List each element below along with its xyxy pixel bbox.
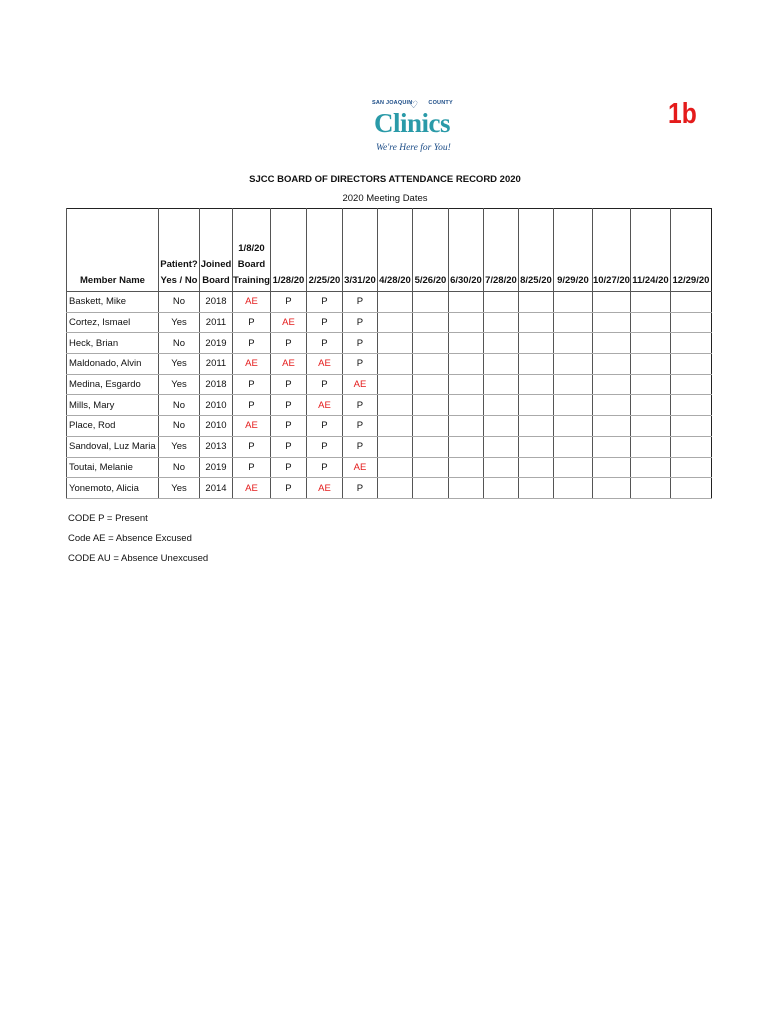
attendance-cell [448,478,483,499]
table-row [67,395,712,416]
member-name-cell: Medina, Esgardo [67,374,159,395]
member-name-cell: Baskett, Mike [67,292,159,313]
attendance-cell [592,416,630,437]
attendance-cell: P [270,374,306,395]
column-header-patient [159,209,200,292]
attendance-cell [553,416,592,437]
attendance-cell: AE [342,457,377,478]
attendance-cell [592,478,630,499]
attendance-cell: P [342,292,377,313]
patient-cell: No [159,395,200,416]
column-header-date: 5/26/20 [412,209,448,292]
document-subtitle: 2020 Meeting Dates [342,193,428,204]
attendance-cell: P [270,478,306,499]
attendance-cell [592,436,630,457]
column-header-date: 7/28/20 [483,209,518,292]
attendance-cell: P [306,416,342,437]
joined-year-cell: 2018 [200,292,233,313]
attendance-cell [592,354,630,375]
logo-top-left: SAN JOAQUIN [372,100,413,106]
joined-header-line2: Board [202,275,230,286]
attendance-cell [377,333,412,354]
joined-year-cell: 2018 [200,374,233,395]
attendance-cell: P [233,333,271,354]
attendance-cell [448,354,483,375]
attendance-cell [518,416,553,437]
attendance-cell [448,292,483,313]
attendance-cell: P [306,312,342,333]
column-header-joined [200,209,233,292]
attendance-cell [518,457,553,478]
attendance-cell: AE [233,354,271,375]
attendance-cell [483,436,518,457]
member-name-cell: Yonemoto, Alicia [67,478,159,499]
table-row [67,333,712,354]
table-row [67,354,712,375]
attendance-cell: AE [233,478,271,499]
attendance-cell [553,436,592,457]
attendance-cell [592,395,630,416]
member-name-cell: Place, Rod [67,416,159,437]
attendance-cell [412,333,448,354]
table-row [67,416,712,437]
attendance-cell: P [342,333,377,354]
column-header-date: 12/29/20 [670,209,711,292]
patient-cell: Yes [159,354,200,375]
table-body [67,292,712,499]
attendance-cell: P [270,436,306,457]
attendance-cell [553,457,592,478]
code-absence-excused: Code AE = Absence Excused [68,533,192,544]
attendance-cell [670,416,711,437]
attendance-cell [553,478,592,499]
attendance-cell [412,374,448,395]
table-header-row [67,209,712,292]
attendance-cell: AE [233,416,271,437]
heart-icon: ♡ [409,100,418,111]
attendance-cell [518,333,553,354]
clinic-logo [366,100,452,160]
attendance-cell [630,312,670,333]
attendance-cell [670,292,711,313]
logo-tagline: We're Here for You! [376,143,451,153]
attendance-cell [483,354,518,375]
attendance-cell [448,457,483,478]
joined-year-cell: 2010 [200,395,233,416]
attendance-cell [412,395,448,416]
joined-header-line1: Joined [200,259,232,270]
attendance-cell [448,374,483,395]
patient-cell: Yes [159,374,200,395]
training-header-line1: 1/8/20 [238,243,265,254]
attendance-cell: P [342,312,377,333]
attendance-cell [483,374,518,395]
column-header-date: 4/28/20 [377,209,412,292]
training-header-line2: Board [237,259,266,270]
attendance-cell [377,374,412,395]
attendance-cell: P [233,312,271,333]
attendance-cell [670,436,711,457]
column-header-member-name [67,209,159,292]
attendance-cell [448,436,483,457]
attendance-cell: P [342,416,377,437]
attendance-cell: P [342,354,377,375]
attendance-cell [670,478,711,499]
attendance-cell [592,292,630,313]
patient-header-line1: Patient? [160,259,198,270]
attendance-cell: P [270,416,306,437]
attendance-cell: P [306,292,342,313]
member-name-header-label: Member Name [80,275,145,286]
attendance-cell [448,312,483,333]
joined-year-cell: 2019 [200,457,233,478]
attendance-cell [377,416,412,437]
attendance-cell: AE [233,292,271,313]
attendance-cell [670,395,711,416]
column-header-date: 2/25/20 [306,209,342,292]
attendance-cell [412,436,448,457]
attendance-cell [553,395,592,416]
joined-year-cell: 2019 [200,333,233,354]
member-name-cell: Mills, Mary [67,395,159,416]
attendance-cell: P [270,457,306,478]
attendance-cell [412,312,448,333]
attendance-cell: P [306,436,342,457]
patient-header-line2: Yes / No [160,275,198,286]
attendance-cell [377,457,412,478]
document-title: SJCC BOARD OF DIRECTORS ATTENDANCE RECORD 2020 [249,174,521,185]
column-header-date: 3/31/20 [342,209,377,292]
patient-cell: No [159,457,200,478]
attendance-cell [377,354,412,375]
attendance-cell [518,292,553,313]
attendance-cell [377,436,412,457]
joined-year-cell: 2013 [200,436,233,457]
attendance-cell: P [233,436,271,457]
attendance-cell: AE [342,374,377,395]
attendance-cell: AE [270,354,306,375]
attendance-cell: AE [306,354,342,375]
attendance-cell [630,374,670,395]
table-row [67,374,712,395]
attendance-cell: P [342,395,377,416]
attendance-cell [412,478,448,499]
table-row [67,478,712,499]
attendance-cell [377,312,412,333]
attendance-cell: P [270,333,306,354]
attendance-cell [518,354,553,375]
column-header-training [233,209,271,292]
attendance-cell [592,333,630,354]
attendance-cell: P [233,395,271,416]
attendance-cell [553,333,592,354]
attendance-cell [483,478,518,499]
attendance-cell: P [342,478,377,499]
attendance-table [66,208,712,499]
attendance-cell: AE [270,312,306,333]
page-id: 1b [668,98,697,130]
attendance-cell [377,478,412,499]
table-row [67,436,712,457]
code-present: CODE P = Present [68,513,148,524]
attendance-cell [518,395,553,416]
attendance-cell [412,416,448,437]
table-row [67,292,712,313]
attendance-cell [412,292,448,313]
attendance-cell [592,374,630,395]
attendance-cell [630,292,670,313]
attendance-cell [518,478,553,499]
column-header-date: 9/29/20 [553,209,592,292]
member-name-cell: Cortez, Ismael [67,312,159,333]
code-legend [68,509,208,569]
attendance-cell [412,457,448,478]
attendance-cell [483,416,518,437]
patient-cell: Yes [159,312,200,333]
attendance-cell [553,292,592,313]
patient-cell: No [159,416,200,437]
member-name-cell: Sandoval, Luz Maria [67,436,159,457]
attendance-cell [412,354,448,375]
patient-cell: No [159,333,200,354]
attendance-cell [448,333,483,354]
attendance-cell [553,354,592,375]
patient-cell: Yes [159,436,200,457]
attendance-cell: P [306,333,342,354]
attendance-cell [592,312,630,333]
attendance-cell [670,457,711,478]
attendance-cell [448,395,483,416]
member-name-cell: Toutai, Melanie [67,457,159,478]
attendance-cell [630,457,670,478]
member-name-cell: Heck, Brian [67,333,159,354]
column-header-date: 10/27/20 [592,209,630,292]
code-absence-unexcused: CODE AU = Absence Unexcused [68,553,209,564]
attendance-cell [483,292,518,313]
attendance-cell: P [270,395,306,416]
joined-year-cell: 2011 [200,312,233,333]
training-header-line3: Training [233,275,270,286]
attendance-cell [483,395,518,416]
attendance-cell [630,333,670,354]
attendance-cell [553,374,592,395]
logo-top-right: COUNTY [428,100,453,106]
attendance-cell: P [342,436,377,457]
joined-year-cell: 2011 [200,354,233,375]
member-name-cell: Maldonado, Alvin [67,354,159,375]
attendance-cell [377,292,412,313]
table-row [67,312,712,333]
attendance-cell: P [306,457,342,478]
attendance-cell [670,354,711,375]
attendance-cell [377,395,412,416]
attendance-cell [518,436,553,457]
attendance-cell [483,333,518,354]
attendance-cell: P [306,374,342,395]
column-header-date: 8/25/20 [518,209,553,292]
column-header-date: 11/24/20 [630,209,670,292]
attendance-cell [630,416,670,437]
attendance-cell [592,457,630,478]
attendance-cell [630,395,670,416]
patient-cell: No [159,292,200,313]
attendance-cell [670,312,711,333]
attendance-cell [553,312,592,333]
attendance-cell [518,312,553,333]
column-header-date: 1/28/20 [270,209,306,292]
joined-year-cell: 2010 [200,416,233,437]
attendance-cell [518,374,553,395]
table-row [67,457,712,478]
attendance-cell [448,416,483,437]
attendance-cell: P [233,457,271,478]
attendance-cell: P [270,292,306,313]
attendance-cell [670,374,711,395]
attendance-cell: AE [306,395,342,416]
attendance-cell: AE [306,478,342,499]
attendance-cell [483,457,518,478]
attendance-cell [630,436,670,457]
column-header-date: 6/30/20 [448,209,483,292]
logo-name: Clinics [374,108,451,138]
joined-year-cell: 2014 [200,478,233,499]
attendance-cell [670,333,711,354]
patient-cell: Yes [159,478,200,499]
attendance-cell [483,312,518,333]
attendance-cell: P [233,374,271,395]
attendance-cell [630,478,670,499]
attendance-cell [630,354,670,375]
